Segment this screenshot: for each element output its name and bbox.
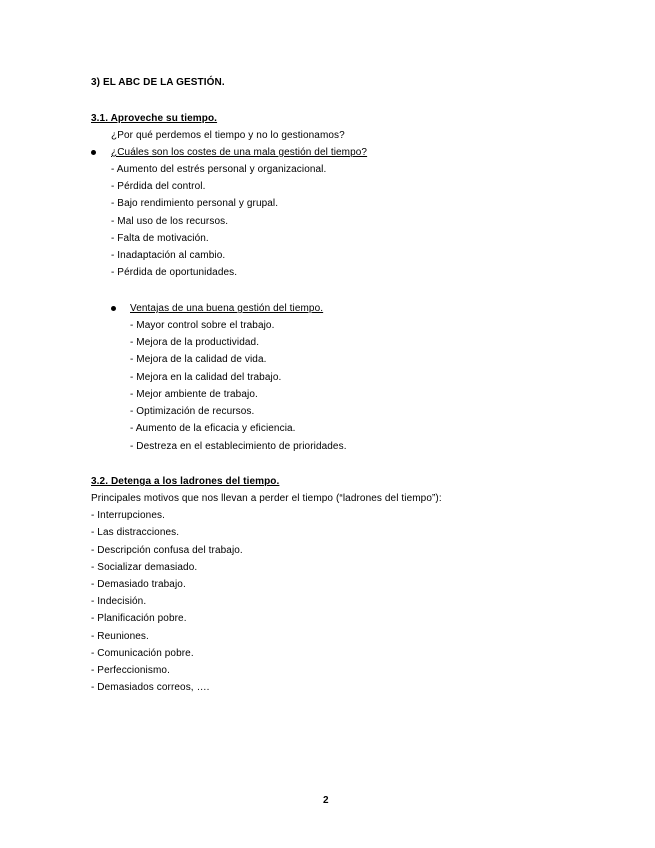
list-item: - Comunicación pobre. bbox=[91, 648, 194, 659]
list-item: - Bajo rendimiento personal y grupal. bbox=[111, 198, 279, 209]
benefits-heading: Ventajas de una buena gestión del tiempo. bbox=[130, 303, 324, 314]
list-item: - Mejora de la productividad. bbox=[130, 337, 260, 348]
list-item: - Demasiado trabajo. bbox=[91, 579, 186, 590]
list-item: - Mejor ambiente de trabajo. bbox=[130, 389, 258, 400]
list-item: - Pérdida del control. bbox=[111, 181, 206, 192]
list-item: - Demasiados correos, …. bbox=[91, 682, 210, 693]
subsection-heading-3-2: 3.2. Detenga a los ladrones del tiempo. bbox=[91, 476, 280, 487]
list-item: - Destreza en el establecimiento de prioridades. bbox=[130, 441, 347, 452]
list-item: - Planificación pobre. bbox=[91, 613, 187, 624]
subsection-heading-3-1: 3.1. Aproveche su tiempo. bbox=[91, 113, 218, 124]
list-item: - Aumento del estrés personal y organizacional. bbox=[111, 164, 327, 175]
list-item: - Mejora de la calidad de vida. bbox=[130, 354, 267, 365]
question-line: ¿Por qué perdemos el tiempo y no lo gestionamos? bbox=[111, 130, 345, 141]
intro-line: Principales motivos que nos llevan a perder el tiempo (“ladrones del tiempo”): bbox=[91, 493, 442, 504]
list-item: - Inadaptación al cambio. bbox=[111, 250, 226, 261]
list-item: - Descripción confusa del trabajo. bbox=[91, 545, 243, 556]
list-item: - Mejora en la calidad del trabajo. bbox=[130, 372, 282, 383]
list-item: - Mal uso de los recursos. bbox=[111, 216, 229, 227]
list-item: - Perfeccionismo. bbox=[91, 665, 170, 676]
list-item: - Socializar demasiado. bbox=[91, 562, 198, 573]
list-item: - Falta de motivación. bbox=[111, 233, 209, 244]
page-number: 2 bbox=[323, 795, 329, 806]
list-item: - Las distracciones. bbox=[91, 527, 180, 538]
list-item: - Optimización de recursos. bbox=[130, 406, 255, 417]
costs-heading: ¿Cuáles son los costes de una mala gestión del tiempo? bbox=[111, 147, 368, 158]
list-item: - Indecisión. bbox=[91, 596, 147, 607]
list-item: - Reuniones. bbox=[91, 631, 149, 642]
list-item: - Mayor control sobre el trabajo. bbox=[130, 320, 275, 331]
bullet-icon bbox=[111, 306, 116, 311]
list-item: - Pérdida de oportunidades. bbox=[111, 267, 238, 278]
section-title: 3) EL ABC DE LA GESTIÓN. bbox=[91, 77, 225, 88]
bullet-icon bbox=[91, 150, 96, 155]
list-item: - Interrupciones. bbox=[91, 510, 165, 521]
list-item: - Aumento de la eficacia y eficiencia. bbox=[130, 423, 296, 434]
